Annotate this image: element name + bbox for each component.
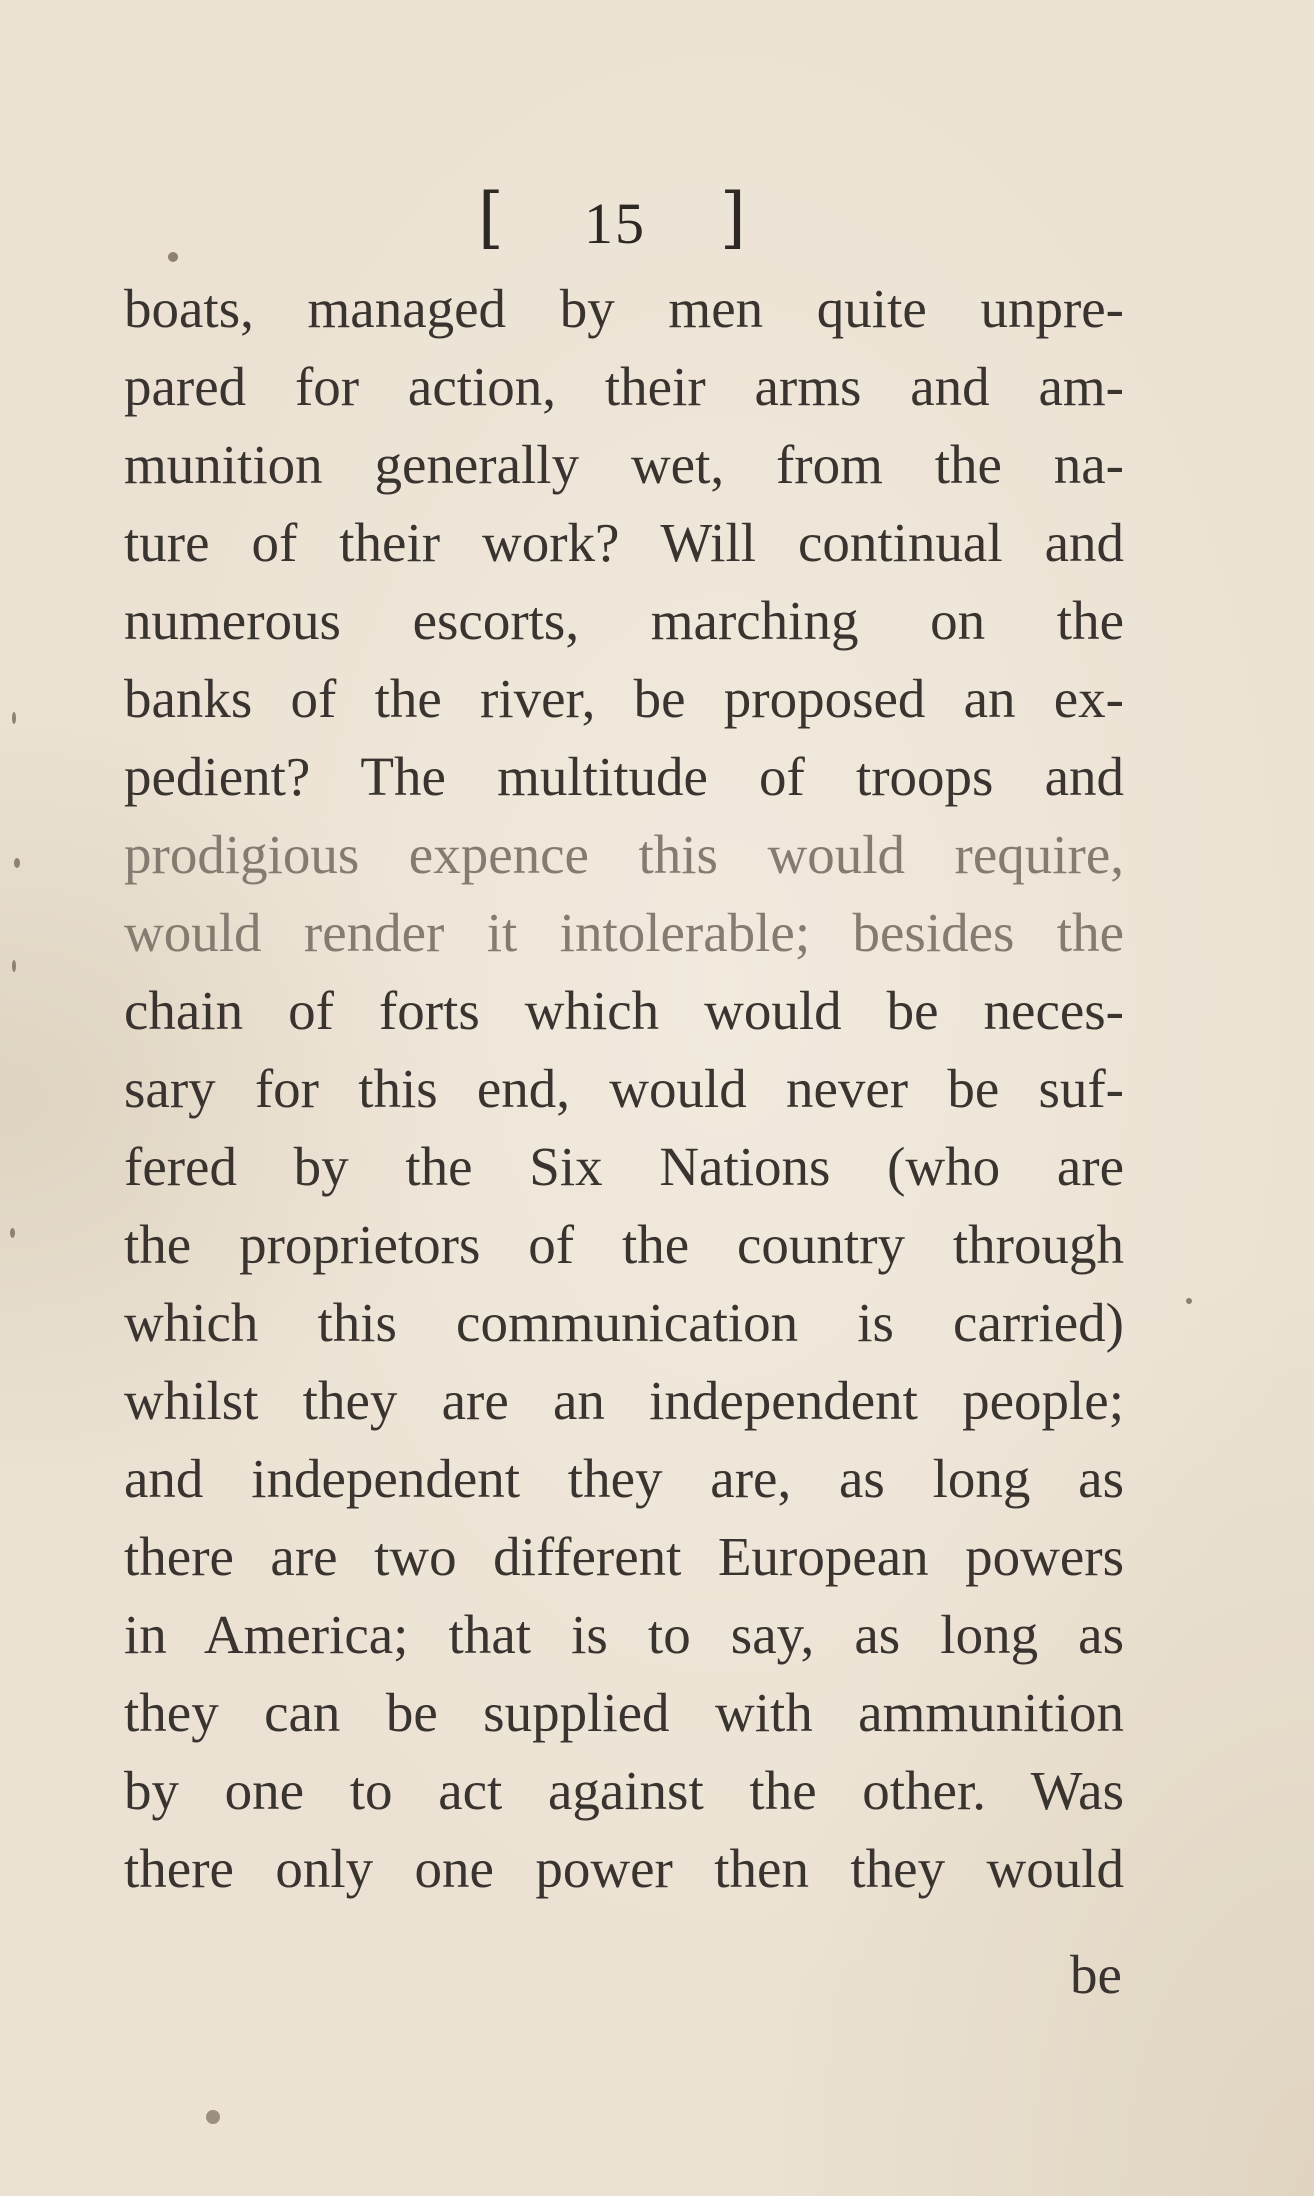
text-line: and independent they are, as long as [124, 1448, 1124, 1509]
text-line: fered by the Six Nations (who are [124, 1136, 1124, 1197]
page-number: 15 [584, 191, 646, 256]
text-line: whilst they are an independent people; [124, 1370, 1124, 1431]
text-line: which this communication is carried) [124, 1292, 1124, 1353]
text-line: by one to act against the other. Was [124, 1760, 1124, 1821]
paper-speck [12, 712, 16, 724]
text-line: numerous escorts, marching on the [124, 590, 1124, 651]
header-bracket-right: ] [720, 179, 746, 256]
text-line: there are two different European powers [124, 1526, 1124, 1587]
text-line: there only one power then they would [124, 1838, 1124, 1899]
text-line: they can be supplied with ammunition [124, 1682, 1124, 1743]
paper-speck [10, 1228, 15, 1238]
paper-speck [1186, 1298, 1192, 1304]
paper-speck [14, 858, 20, 868]
paper-speck [168, 252, 178, 262]
text-line: pedient? The multitude of troops and [124, 746, 1124, 807]
text-line: prodigious expence this would require, [124, 824, 1124, 885]
text-line: the proprietors of the country through [124, 1214, 1124, 1275]
text-line: banks of the river, be proposed an ex- [124, 668, 1124, 729]
header-bracket-left: [ [478, 179, 504, 256]
text-line: boats, managed by men quite unpre- [124, 278, 1124, 339]
catchword: be [1070, 1944, 1122, 2005]
text-line: sary for this end, would never be suf- [124, 1058, 1124, 1119]
text-line: pared for action, their arms and am- [124, 356, 1124, 417]
text-line: in America; that is to say, as long as [124, 1604, 1124, 1665]
text-line: chain of forts which would be neces- [124, 980, 1124, 1041]
body-text [124, 270, 1124, 2030]
text-line: munition generally wet, from the na- [124, 434, 1124, 495]
paper-speck [206, 2110, 220, 2124]
paper-speck [12, 960, 16, 972]
text-line: ture of their work? Will continual and [124, 512, 1124, 573]
page-header [0, 178, 1314, 258]
text-line: would render it intolerable; besides the [124, 902, 1124, 963]
